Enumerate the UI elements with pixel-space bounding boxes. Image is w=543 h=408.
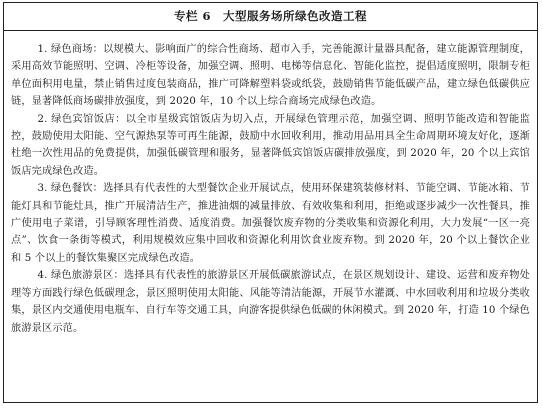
column-box [3, 2, 538, 403]
paragraph-green-mall [11, 41, 530, 111]
column-number: 专栏 6 [173, 9, 211, 23]
paragraph-body: 选择具有代表性的旅游景区开展低碳旅游试点，在景区规划设计、建设、运营和废弃物处理等方面践行绿色低碳理念，景区照明使用太阳能、风能等清洁能源，开展节水灌溉、中水回收利用和垃圾分类收集，景区内交通使用电瓶车、自行车等交通工具，向游客提供绿色低碳的休闲模式。到 2020 年，打造 10 个绿色旅游景区示范。 [11, 270, 530, 334]
paragraph-heading: 2. 绿色宾馆饭店： [37, 113, 126, 125]
paragraph-body: 以规模大、影响面广的综合性商场、超市入手，完善能源计量器具配备，建立能源管理制度，采用高效节能照明、空调、冷柜等设备，加强空调、照明、电梯等信息化、智能化监控，提倡适度照明，限制专柜单位面积用电量，禁止销售过度包装商品，推广可降解塑料袋或纸袋，鼓励销售节能低碳产品，建立绿色低碳供应链，显著降低商场碳排放强度，到 2020 年，10 个以上综合商场完成绿色改造。 [11, 44, 530, 108]
paragraph-heading: 4. 绿色旅游景区： [37, 270, 124, 282]
paragraph-green-hotel [11, 111, 530, 181]
column-content [4, 31, 537, 337]
paragraph-heading: 1. 绿色商场： [37, 44, 104, 55]
column-title-text: 大型服务场所绿色改造工程 [223, 9, 367, 23]
paragraph-body: 以全市星级宾馆饭店为切入点，开展绿色管理示范，加强空调、照明节能改造和智能监控，鼓励使用太阳能、空气源热泵等可再生能源，鼓励中水回收利用，推动用品用具全生命周期环境友好化，逐渐杜绝一次性用品的免费提供，加强低碳管理和服务，显著降低宾馆饭店碳排放强度，到 2020 年，20 个以上宾馆饭店完成绿色改造。 [11, 113, 530, 177]
paragraph-body: 选择具有代表性的大型餐饮企业开展试点，使用环保建筑装修材料、节能空调、节能冰箱、节能灯具和节能灶具，推广开展清洁生产，推进油烟的减量排放、有效收集和利用，拒绝或逐步减少一次性餐具，推广使用电子菜谱，引导顾客理性消费、适度消费。加强餐饮废弃物的分类收集和资源化利用，大力发展“一区一亮点”、饮食一条街等模式，利用规模效应集中回收和资源化利用饮食业废弃物。到 2020 年，20 个以上餐饮企业和 5 个以上的餐饮集聚区完成绿色改造。 [11, 183, 530, 264]
paragraph-green-scenic-area [11, 267, 530, 337]
paragraph-heading: 3. 绿色餐饮： [37, 183, 104, 195]
column-title [4, 3, 537, 31]
paragraph-green-catering [11, 180, 530, 267]
